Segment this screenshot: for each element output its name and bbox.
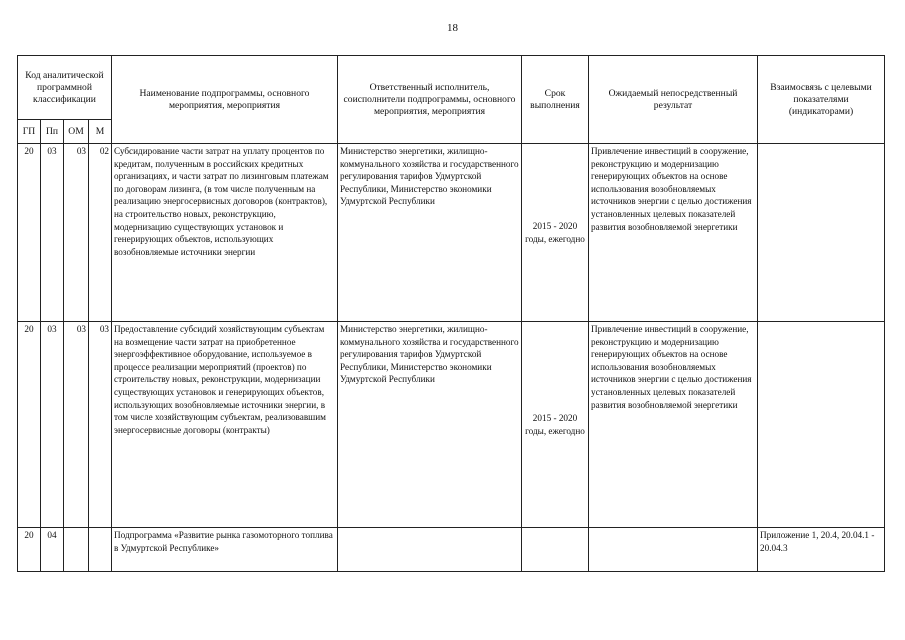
cell-term: 2015 - 2020 годы, ежегодно bbox=[522, 144, 589, 322]
cell-result: Привлечение инвестиций в сооружение, реконструкцию и модернизацию генерирующих объектов на основе использования возобновляемых источников энергии с целью достижения установленных целевых показателей развития возобновляемой энергетики bbox=[589, 144, 758, 322]
table-row bbox=[18, 144, 885, 322]
header-m: М bbox=[89, 120, 112, 144]
cell-result: Привлечение инвестиций в сооружение, реконструкцию и модернизацию генерирующих объектов на основе использования возобновляемых источников энергии с целью достижения установленных целевых показателей развития возобновляемой энергетики bbox=[589, 322, 758, 528]
cell-pp: 03 bbox=[41, 322, 64, 528]
cell-m bbox=[89, 528, 112, 572]
header-gp: ГП bbox=[18, 120, 41, 144]
header-name: Наименование подпрограммы, основного мероприятия, мероприятия bbox=[112, 56, 338, 144]
cell-om bbox=[64, 528, 89, 572]
header-term: Срок выполнения bbox=[522, 56, 589, 144]
cell-om: 03 bbox=[64, 322, 89, 528]
cell-m: 03 bbox=[89, 322, 112, 528]
cell-pp: 03 bbox=[41, 144, 64, 322]
cell-name: Субсидирование части затрат на уплату процентов по кредитам, полученным в российских кредитных организациях, и части затрат по лизинговым платежам по договорам лизинга, (в том числе полученным на реализацию энергосервисных договоров (контрактов), на строительство новых, реконструкцию, модернизацию существующих установок и генерирующих объектов, использующих возобновляемые источники энергии bbox=[112, 144, 338, 322]
header-responsible: Ответственный исполнитель, соисполнители подпрограммы, основного мероприятия, мероприятия bbox=[338, 56, 522, 144]
cell-name: Предоставление субсидий хозяйствующим субъектам на возмещение части затрат на приобретенное энергоэффективное оборудование, используемое в процессе реализации мероприятий (проектов) по строительству новых, реконструкции, модернизации существующих установок и генерирующих объектов, использующих возобновляемые источники энергии, в том числе хозяйствующим субъектам, реализовавшим энергосервисные договоры (контракты) bbox=[112, 322, 338, 528]
page-number: 18 bbox=[447, 22, 458, 34]
table-row bbox=[18, 528, 885, 572]
cell-gp: 20 bbox=[18, 144, 41, 322]
cell-gp: 20 bbox=[18, 322, 41, 528]
cell-responsible: Министерство энергетики, жилищно-коммунального хозяйства и государственного регулирования тарифов Удмуртской Республики, Министерство экономики Удмуртской Республики bbox=[338, 322, 522, 528]
cell-m: 02 bbox=[89, 144, 112, 322]
header-code: Код аналитической программной классификации bbox=[18, 56, 112, 120]
table-row bbox=[18, 322, 885, 528]
cell-link: Приложение 1, 20.4, 20.04.1 - 20.04.3 bbox=[758, 528, 885, 572]
cell-link bbox=[758, 144, 885, 322]
header-result: Ожидаемый непосредственный результат bbox=[589, 56, 758, 144]
header-om: ОМ bbox=[64, 120, 89, 144]
cell-pp: 04 bbox=[41, 528, 64, 572]
cell-gp: 20 bbox=[18, 528, 41, 572]
header-pp: Пп bbox=[41, 120, 64, 144]
cell-om: 03 bbox=[64, 144, 89, 322]
cell-term bbox=[522, 528, 589, 572]
cell-responsible: Министерство энергетики, жилищно-коммунального хозяйства и государственного регулирования тарифов Удмуртской Республики, Министерство экономики Удмуртской Республики bbox=[338, 144, 522, 322]
cell-responsible bbox=[338, 528, 522, 572]
cell-term: 2015 - 2020 годы, ежегодно bbox=[522, 322, 589, 528]
program-table bbox=[17, 55, 885, 572]
header-link: Взаимосвязь с целевыми показателями (индикаторами) bbox=[758, 56, 885, 144]
cell-link bbox=[758, 322, 885, 528]
cell-result bbox=[589, 528, 758, 572]
cell-name: Подпрограмма «Развитие рынка газомоторного топлива в Удмуртской Республике» bbox=[112, 528, 338, 572]
